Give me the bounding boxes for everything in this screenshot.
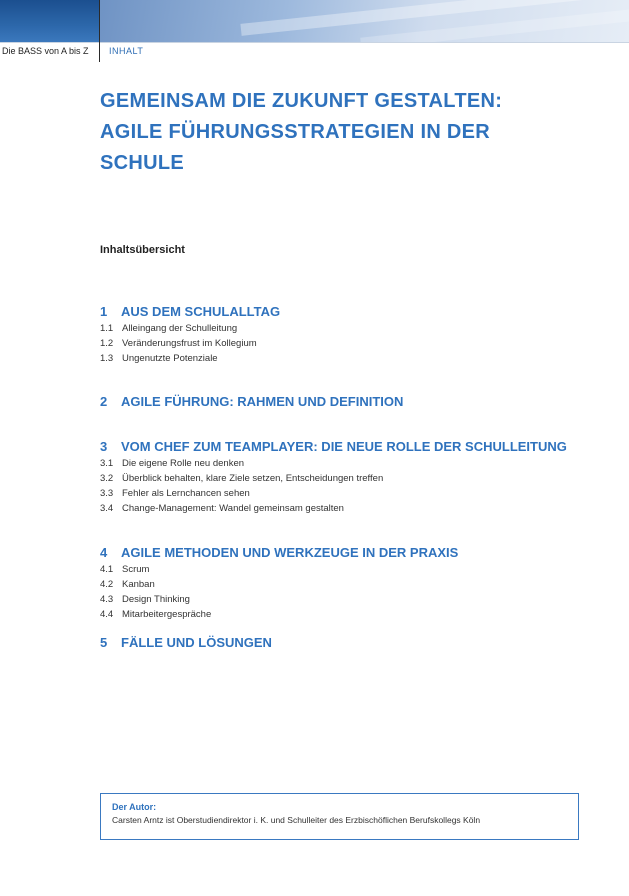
- toc-section-heading[interactable]: [100, 393, 600, 411]
- toc-section-number: 2: [100, 394, 108, 409]
- toc-section-5: [100, 634, 600, 652]
- author-box: [100, 793, 579, 840]
- toc-section-heading[interactable]: [100, 634, 600, 652]
- toc-section-3: [100, 438, 600, 516]
- toc-subitem-number: 4.4: [100, 609, 114, 620]
- toc-subitem-number: 3.1: [100, 458, 114, 469]
- toc-subitem-text: Alleingang der Schulleitung: [122, 323, 238, 334]
- toc-section-number: 4: [100, 545, 108, 560]
- toc-subitem[interactable]: [100, 562, 600, 577]
- toc-subitem-number: 3.4: [100, 503, 114, 514]
- toc-subitem[interactable]: [100, 577, 600, 592]
- title-line: SCHULE: [100, 152, 185, 174]
- toc-subitem-number: 1.1: [100, 323, 114, 334]
- toc-section-2: [100, 393, 600, 411]
- toc-section-title: AGILE METHODEN UND WERKZEUGE IN DER PRAXIS: [121, 545, 459, 560]
- toc-subitem-number: 4.1: [100, 564, 114, 575]
- toc-section-number: 5: [100, 635, 108, 650]
- toc-subitem[interactable]: [100, 607, 600, 622]
- toc-subitem-text: Veränderungsfrust im Kollegium: [122, 338, 257, 349]
- toc-section-heading[interactable]: [100, 544, 600, 562]
- toc-section-heading[interactable]: [100, 303, 600, 321]
- toc-subitem-text: Scrum: [122, 564, 150, 575]
- toc-section-title: AUS DEM SCHULALLTAG: [121, 304, 281, 319]
- toc-section-heading[interactable]: [100, 438, 600, 456]
- toc-subitem-text: Design Thinking: [122, 594, 190, 605]
- toc-subitem-text: Überblick behalten, klare Ziele setzen, Entscheidungen treffen: [122, 473, 384, 484]
- toc-subitem[interactable]: [100, 501, 600, 516]
- toc-subitem[interactable]: [100, 456, 600, 471]
- toc-section-title: FÄLLE UND LÖSUNGEN: [121, 635, 272, 650]
- toc-subitem-number: 3.3: [100, 488, 114, 499]
- toc-subitem[interactable]: [100, 351, 600, 366]
- toc-subitem[interactable]: [100, 592, 600, 607]
- toc-subitem[interactable]: [100, 486, 600, 501]
- toc-subitem-number: 4.2: [100, 579, 114, 590]
- toc-subitem-number: 1.3: [100, 353, 114, 364]
- author-text: Carsten Arntz ist Oberstudiendirektor i. K. und Schulleiter des Erzbischöflichen Berufskollegs Köln: [112, 815, 481, 825]
- section-label: INHALT: [109, 46, 144, 56]
- title-line: AGILE FÜHRUNGSSTRATEGIEN IN DER: [100, 121, 491, 143]
- toc-subitem-text: Change-Management: Wandel gemeinsam gestalten: [122, 503, 344, 514]
- page-title: [100, 86, 580, 179]
- toc-subitem[interactable]: [100, 321, 600, 336]
- toc-subitem-number: 4.3: [100, 594, 114, 605]
- toc-section-4: [100, 544, 600, 622]
- toc-subitem-text: Mitarbeitergespräche: [122, 609, 212, 620]
- toc-section-title: VOM CHEF ZUM TEAMPLAYER: DIE NEUE ROLLE DER SCHULLEITUNG: [121, 439, 567, 454]
- toc-section-number: 1: [100, 304, 108, 319]
- toc-subitem-number: 1.2: [100, 338, 114, 349]
- toc-section-number: 3: [100, 439, 108, 454]
- title-line: GEMEINSAM DIE ZUKUNFT GESTALTEN:: [100, 90, 503, 112]
- toc-subitem-text: Ungenutzte Potenziale: [122, 353, 218, 364]
- author-label: Der Autor:: [112, 802, 157, 812]
- toc-subitem-text: Kanban: [122, 579, 155, 590]
- toc-heading: Inhaltsübersicht: [100, 244, 185, 256]
- header-divider: [0, 42, 629, 43]
- toc-subitem-text: Fehler als Lernchancen sehen: [122, 488, 250, 499]
- toc-section-title: AGILE FÜHRUNG: RAHMEN UND DEFINITION: [121, 394, 404, 409]
- toc-subitem[interactable]: [100, 336, 600, 351]
- publication-label: Die BASS von A bis Z: [2, 46, 89, 56]
- toc-subitem-number: 3.2: [100, 473, 114, 484]
- toc-section-1: [100, 303, 600, 366]
- header-banner: [0, 0, 629, 42]
- header-banner-right: [100, 0, 629, 42]
- toc-subitem-text: Die eigene Rolle neu denken: [122, 458, 245, 469]
- header-banner-left: [0, 0, 99, 42]
- toc-subitem[interactable]: [100, 471, 600, 486]
- header-separator: [99, 0, 100, 62]
